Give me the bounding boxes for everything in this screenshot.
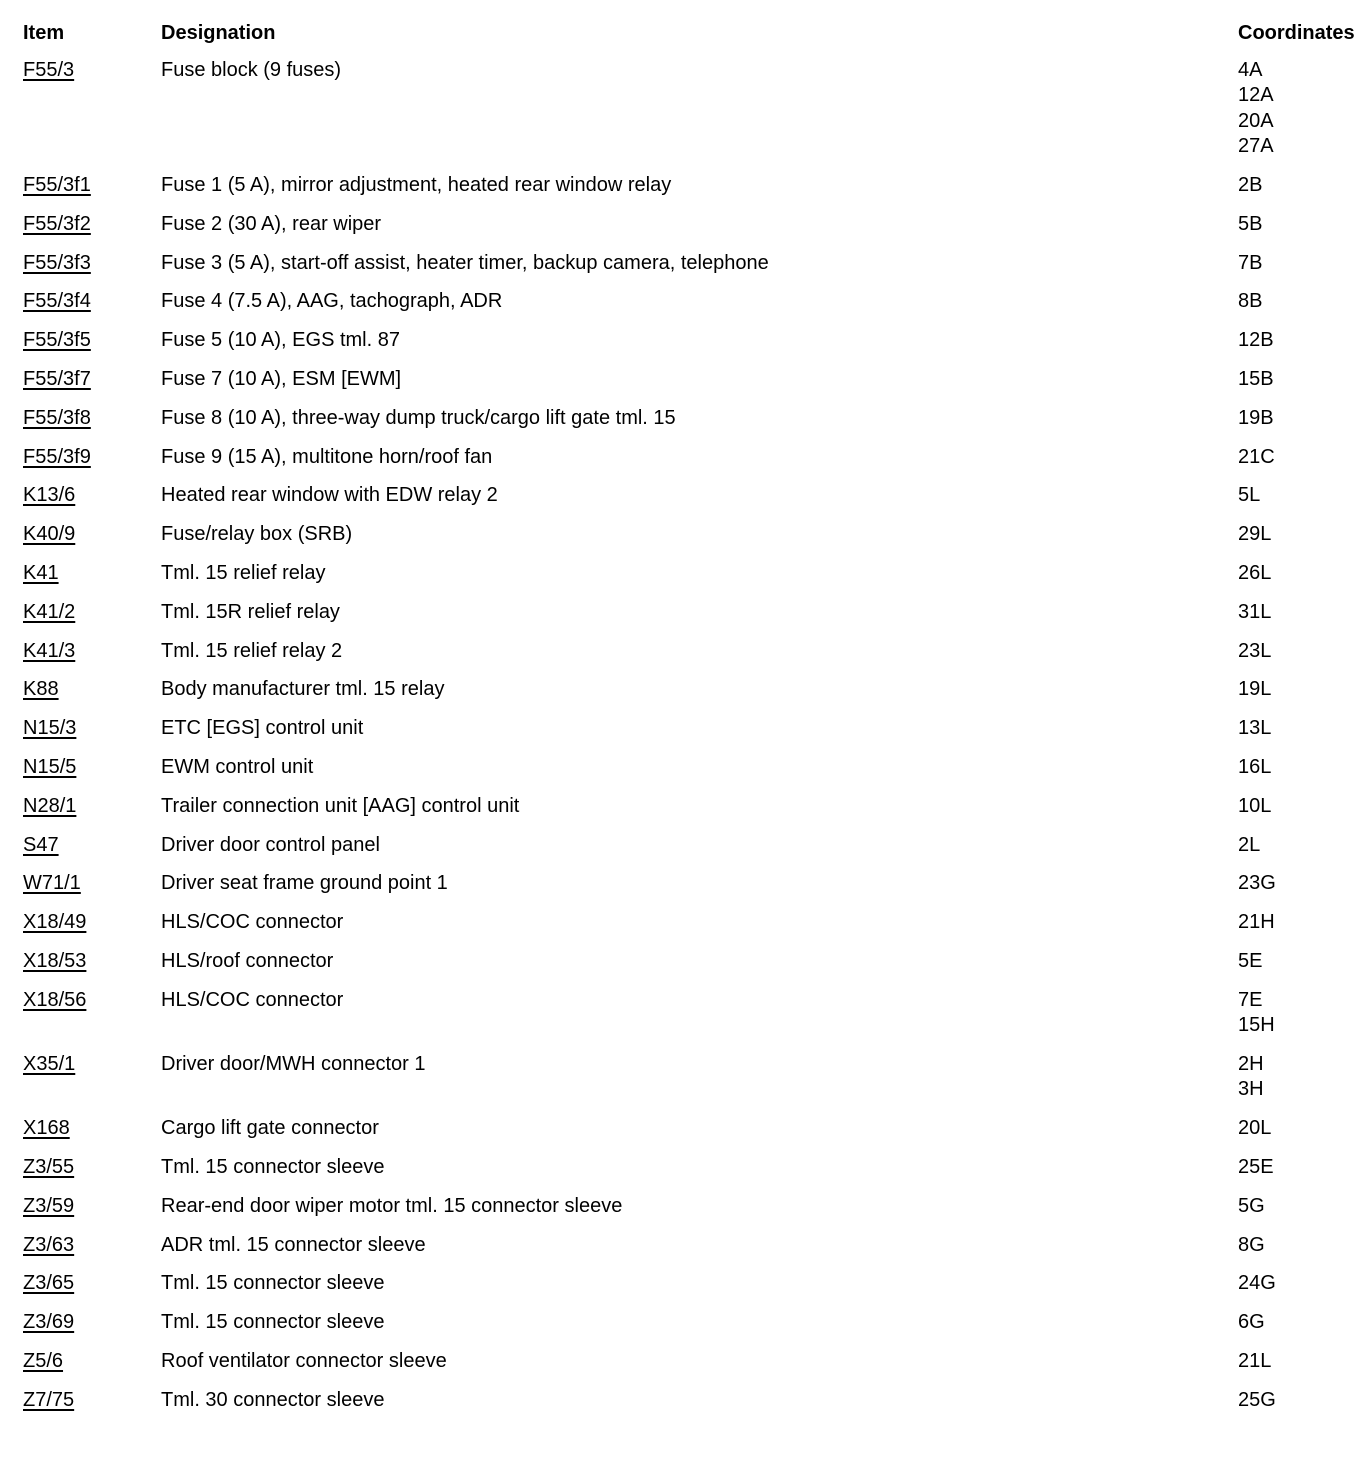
designation-text: Driver seat frame ground point 1: [161, 872, 448, 895]
table-row: [0, 406, 1328, 445]
coordinates-cell: [1238, 910, 1318, 935]
coordinate-value: 12B: [1238, 329, 1274, 352]
table-row: [0, 949, 1328, 988]
item-link[interactable]: X18/53: [23, 949, 87, 972]
coordinates-cell: [1238, 173, 1318, 198]
designation-text: ETC [EGS] control unit: [161, 717, 364, 740]
coordinate-value: 16L: [1238, 755, 1272, 778]
item-link[interactable]: F55/3f3: [23, 251, 91, 274]
coordinate-value: 25G: [1238, 1388, 1276, 1411]
coordinates-cell: [1238, 639, 1318, 664]
coordinates-cell: [1238, 289, 1318, 314]
designation-text: Trailer connection unit [AAG] control unit: [161, 794, 520, 817]
item-link[interactable]: S47: [23, 833, 59, 856]
designation-text: ADR tml. 15 connector sleeve: [161, 1233, 426, 1256]
designation-text: Fuse 2 (30 A), rear wiper: [161, 212, 382, 235]
table-row: [0, 794, 1328, 833]
table-row: [0, 1155, 1328, 1194]
coordinates-cell: [1238, 367, 1318, 392]
coordinate-value: 31L: [1238, 600, 1272, 623]
coordinate-value: 23L: [1238, 639, 1272, 662]
coordinates-cell: [1238, 1233, 1318, 1258]
table-row: [0, 483, 1328, 522]
coordinate-value: 5L: [1238, 484, 1261, 507]
item-link[interactable]: X35/1: [23, 1052, 76, 1075]
coordinates-cell: [1238, 1052, 1318, 1103]
item-link[interactable]: K41: [23, 561, 59, 584]
designation-text: Tml. 15 connector sleeve: [161, 1155, 385, 1178]
table-row: [0, 600, 1328, 639]
item-link[interactable]: N28/1: [23, 794, 77, 817]
designation-text: Fuse/relay box (SRB): [161, 523, 353, 546]
legend-table-body: [0, 58, 1328, 1427]
item-link[interactable]: F55/3f1: [23, 174, 91, 197]
coordinates-cell: [1238, 406, 1318, 431]
item-link[interactable]: K40/9: [23, 523, 76, 546]
item-link[interactable]: Z3/59: [23, 1194, 75, 1217]
coordinates-cell: [1238, 328, 1318, 353]
coordinate-value: 21H: [1238, 911, 1275, 934]
table-row: [0, 1310, 1328, 1349]
item-link[interactable]: N15/3: [23, 717, 77, 740]
table-row: [0, 445, 1328, 484]
coordinates-cell: [1238, 1349, 1318, 1374]
item-link[interactable]: Z3/69: [23, 1311, 75, 1334]
table-row: [0, 328, 1328, 367]
coordinates-cell: [1238, 677, 1318, 702]
item-link[interactable]: Z3/63: [23, 1233, 75, 1256]
designation-text: Body manufacturer tml. 15 relay: [161, 678, 445, 701]
item-link[interactable]: Z3/65: [23, 1272, 75, 1295]
coordinates-cell: [1238, 988, 1318, 1039]
item-link[interactable]: F55/3: [23, 59, 75, 81]
designation-text: Fuse 8 (10 A), three-way dump truck/cargo lift gate tml. 15: [161, 406, 676, 429]
designation-text: Fuse 5 (10 A), EGS tml. 87: [161, 329, 400, 352]
coordinates-cell: [1238, 1194, 1318, 1219]
coordinate-value: 20A: [1238, 109, 1274, 132]
designation-text: Driver door/MWH connector 1: [161, 1052, 426, 1075]
item-link[interactable]: F55/3f8: [23, 406, 91, 429]
item-link[interactable]: F55/3f7: [23, 368, 91, 390]
coordinates-cell: [1238, 522, 1318, 547]
coordinate-value: 25E: [1238, 1155, 1274, 1178]
coordinate-value: 2H: [1238, 1052, 1264, 1075]
coordinates-cell: [1238, 58, 1318, 160]
table-row: [0, 755, 1328, 794]
table-row: [0, 1194, 1328, 1233]
item-link[interactable]: K41/3: [23, 639, 76, 662]
table-row: [0, 561, 1328, 600]
coordinate-value: 24G: [1238, 1272, 1276, 1295]
coordinate-value: 27A: [1238, 135, 1274, 158]
table-row: [0, 988, 1328, 1052]
coordinate-value: 23G: [1238, 872, 1276, 895]
item-link[interactable]: X18/56: [23, 988, 87, 1011]
designation-text: EWM control unit: [161, 755, 314, 778]
table-row: [0, 58, 1328, 173]
coordinates-cell: [1238, 483, 1318, 508]
table-row: [0, 1052, 1328, 1116]
coordinate-value: 3H: [1238, 1078, 1264, 1101]
coordinates-cell: [1238, 755, 1318, 780]
table-row: [0, 639, 1328, 678]
coordinate-value: 7B: [1238, 251, 1263, 274]
designation-text: Rear-end door wiper motor tml. 15 connector sleeve: [161, 1194, 623, 1217]
coordinate-value: 15B: [1238, 368, 1274, 390]
coordinates-cell: [1238, 1116, 1318, 1141]
designation-text: Fuse 9 (15 A), multitone horn/roof fan: [161, 445, 493, 468]
table-row: [0, 173, 1328, 212]
coordinate-value: 19L: [1238, 678, 1272, 701]
coordinate-value: 26L: [1238, 561, 1272, 584]
coordinates-cell: [1238, 1155, 1318, 1180]
coordinate-value: 2B: [1238, 174, 1263, 197]
designation-text: HLS/roof connector: [161, 949, 334, 972]
item-link[interactable]: Z3/55: [23, 1155, 75, 1178]
coordinates-cell: [1238, 1388, 1318, 1413]
coordinate-value: 8G: [1238, 1233, 1265, 1256]
designation-text: Tml. 15 connector sleeve: [161, 1311, 385, 1334]
designation-text: Fuse 4 (7.5 A), AAG, tachograph, ADR: [161, 290, 503, 313]
table-row: [0, 251, 1328, 290]
designation-text: Driver door control panel: [161, 833, 380, 856]
item-link[interactable]: F55/3f9: [23, 445, 91, 468]
designation-text: Tml. 15R relief relay: [161, 600, 340, 623]
designation-text: Tml. 15 relief relay: [161, 561, 326, 584]
designation-text: Tml. 30 connector sleeve: [161, 1388, 385, 1411]
item-link[interactable]: F55/3f5: [23, 329, 91, 352]
coordinate-value: 20L: [1238, 1117, 1272, 1140]
item-link[interactable]: F55/3f2: [23, 212, 91, 235]
item-link[interactable]: N15/5: [23, 755, 77, 778]
table-header: [0, 20, 1355, 48]
coordinate-value: 8B: [1238, 290, 1263, 313]
coordinate-value: 5B: [1238, 212, 1263, 235]
item-link[interactable]: K41/2: [23, 600, 76, 623]
coordinate-value: 2L: [1238, 833, 1261, 856]
designation-text: Fuse 7 (10 A), ESM [EWM]: [161, 368, 402, 390]
designation-text: HLS/COC connector: [161, 988, 344, 1011]
coordinate-value: 5G: [1238, 1194, 1265, 1217]
item-link[interactable]: W71/1: [23, 872, 81, 895]
designation-text: Tml. 15 connector sleeve: [161, 1272, 385, 1295]
coordinates-cell: [1238, 1310, 1318, 1335]
coordinate-value: 19B: [1238, 406, 1274, 429]
designation-text: Tml. 15 relief relay 2: [161, 639, 343, 662]
coordinate-value: 15H: [1238, 1014, 1275, 1037]
header-coordinates: Coordinates: [1238, 22, 1355, 44]
header-item: Item: [23, 22, 65, 44]
table-row: [0, 910, 1328, 949]
coordinates-cell: [1238, 716, 1318, 741]
coordinates-cell: [1238, 251, 1318, 276]
designation-text: Cargo lift gate connector: [161, 1117, 379, 1140]
item-link[interactable]: Z7/75: [23, 1388, 75, 1411]
coordinate-value: 6G: [1238, 1311, 1265, 1334]
table-row: [0, 289, 1328, 328]
item-link[interactable]: X168: [23, 1117, 70, 1140]
item-link[interactable]: X18/49: [23, 911, 87, 934]
table-row: [0, 367, 1328, 406]
table-row: [0, 871, 1328, 910]
item-link[interactable]: K13/6: [23, 484, 76, 507]
table-row: [0, 212, 1328, 251]
item-link[interactable]: Z5/6: [23, 1349, 64, 1372]
table-row: [0, 716, 1328, 755]
table-row: [0, 1233, 1328, 1272]
coordinates-cell: [1238, 600, 1318, 625]
coordinates-cell: [1238, 949, 1318, 974]
designation-text: Fuse block (9 fuses): [161, 59, 342, 81]
coordinates-cell: [1238, 445, 1318, 470]
table-row: [0, 1116, 1328, 1155]
coordinate-value: 4A: [1238, 59, 1263, 81]
table-row: [0, 1349, 1328, 1388]
item-link[interactable]: K88: [23, 678, 59, 701]
designation-text: Heated rear window with EDW relay 2: [161, 484, 498, 507]
coordinates-cell: [1238, 794, 1318, 819]
designation-text: Roof ventilator connector sleeve: [161, 1349, 447, 1372]
table-row: [0, 1388, 1328, 1427]
table-row: [0, 677, 1328, 716]
coordinate-value: 5E: [1238, 949, 1263, 972]
designation-text: HLS/COC connector: [161, 911, 344, 934]
coordinate-value: 21L: [1238, 1349, 1272, 1372]
header-designation: Designation: [161, 22, 276, 44]
table-row: [0, 1271, 1328, 1310]
item-link[interactable]: F55/3f4: [23, 290, 91, 313]
coordinates-cell: [1238, 561, 1318, 586]
table-row: [0, 522, 1328, 561]
coordinate-value: 7E: [1238, 988, 1263, 1011]
designation-text: Fuse 3 (5 A), start-off assist, heater timer, backup camera, telephone: [161, 251, 769, 274]
coordinates-cell: [1238, 1271, 1318, 1296]
coordinate-value: 29L: [1238, 523, 1272, 546]
coordinate-value: 21C: [1238, 445, 1275, 468]
coordinates-cell: [1238, 212, 1318, 237]
designation-text: Fuse 1 (5 A), mirror adjustment, heated rear window relay: [161, 174, 672, 197]
coordinate-value: 10L: [1238, 794, 1272, 817]
coordinates-cell: [1238, 833, 1318, 858]
coordinates-cell: [1238, 871, 1318, 896]
coordinate-value: 13L: [1238, 717, 1272, 740]
coordinate-value: 12A: [1238, 84, 1274, 107]
table-row: [0, 833, 1328, 872]
